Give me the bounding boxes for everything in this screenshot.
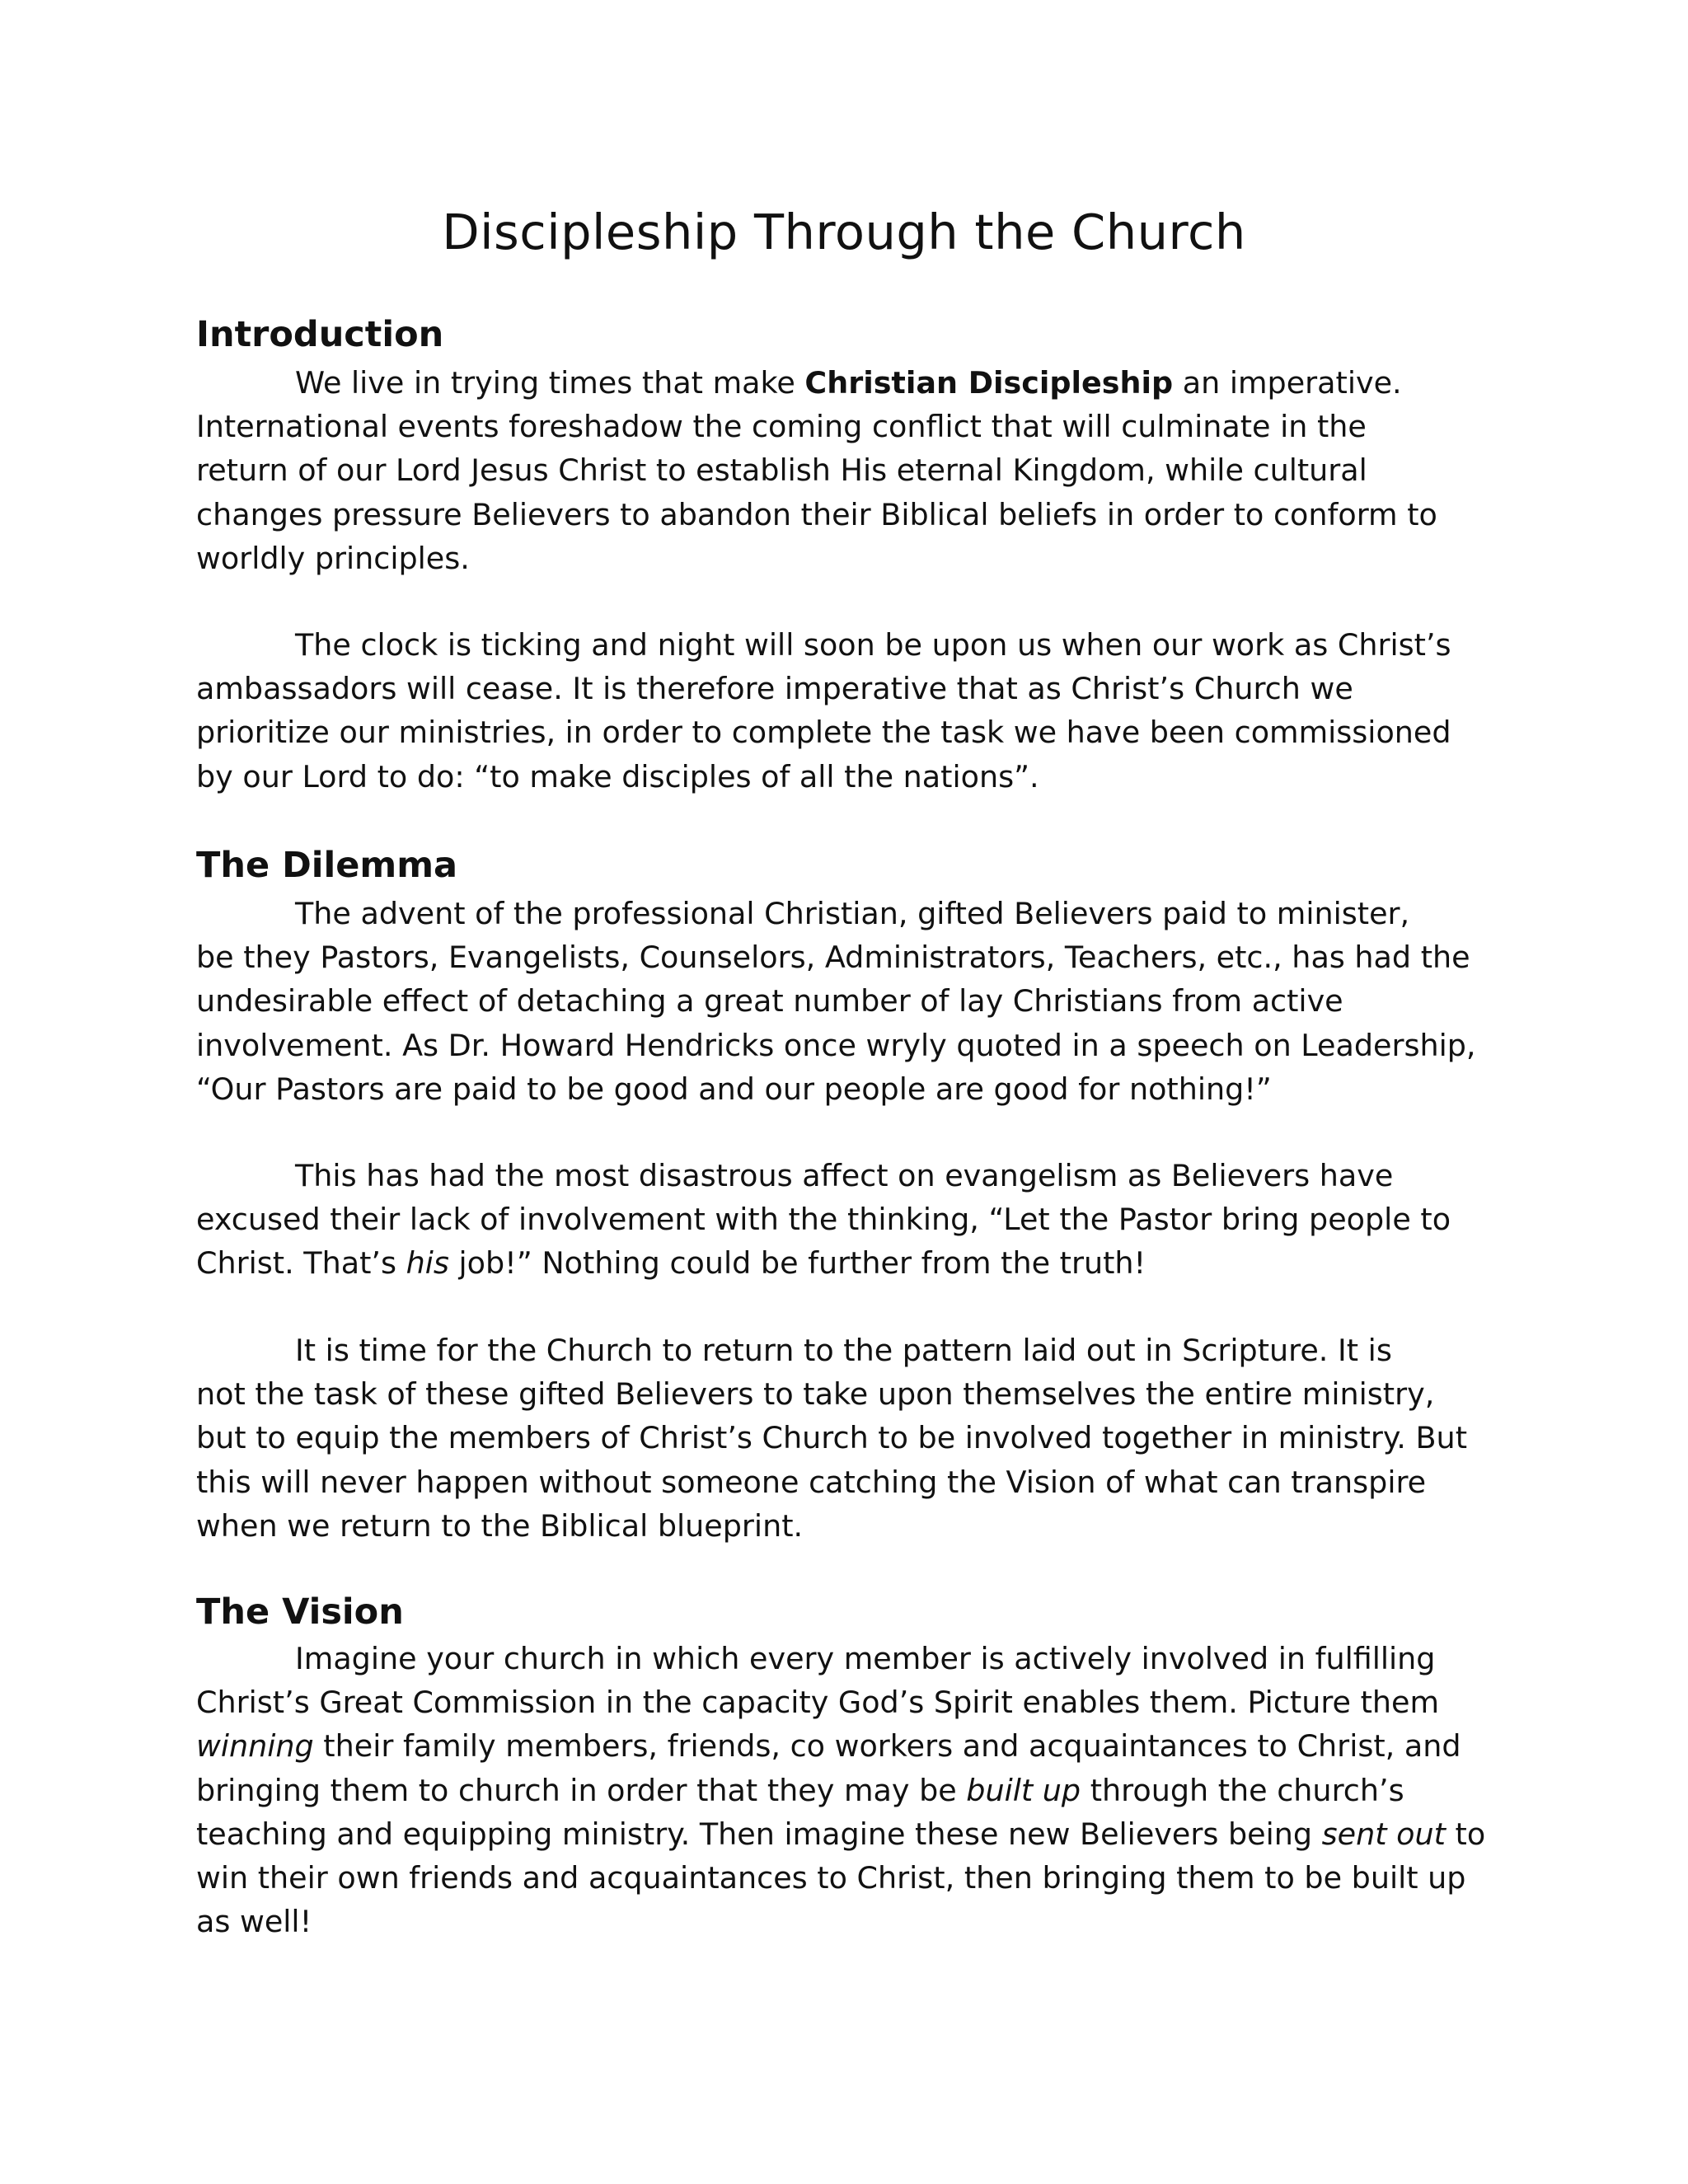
section-heading-vision: The Vision xyxy=(196,1591,404,1633)
italic-text-run: built up xyxy=(966,1772,1081,1808)
text-line: as well! xyxy=(196,1904,312,1940)
paragraph xyxy=(196,1154,1498,1286)
text-line: excused their lack of involvement with the thinking, “Let the Pastor bring people to xyxy=(196,1202,1451,1238)
text-line: worldly principles. xyxy=(196,540,470,576)
paragraph xyxy=(196,623,1498,799)
page-title: Discipleship Through the Church xyxy=(442,204,1246,260)
text-line: undesirable effect of detaching a great number of lay Christians from active xyxy=(196,983,1343,1019)
bold-text-run: Christian Discipleship xyxy=(804,365,1174,401)
text-line xyxy=(196,1724,1498,1768)
text-line: by our Lord to do: “to make disciples of all the nations”. xyxy=(196,758,1039,794)
section-heading-dilemma: The Dilemma xyxy=(196,845,458,886)
text-line: when we return to the Biblical blueprint. xyxy=(196,1507,804,1544)
text-run: We live in trying times that make xyxy=(295,365,805,401)
paragraph xyxy=(196,892,1498,1111)
text-line: It is time for the Church to return to the pattern laid out in Scripture. It is xyxy=(295,1333,1392,1368)
text-line xyxy=(196,1241,1498,1285)
text-run: through the church’s xyxy=(1081,1772,1404,1808)
text-line: prioritize our ministries, in order to complete the task we have been commissioned xyxy=(196,715,1451,751)
text-line: this will never happen without someone catching the Vision of what can transpire xyxy=(196,1464,1427,1500)
italic-text-run: winning xyxy=(196,1728,314,1765)
text-run: bringing them to church in order that they may be xyxy=(196,1772,967,1808)
text-line: The advent of the professional Christian, gifted Believers paid to minister, xyxy=(295,896,1410,931)
text-run: job!” Nothing could be further from the truth! xyxy=(448,1245,1146,1282)
text-line: win their own friends and acquaintances to Christ, then bringing them to be built up xyxy=(196,1860,1466,1896)
italic-text-run: his xyxy=(406,1245,449,1282)
text-line: ambassadors will cease. It is therefore imperative that as Christ’s Church we xyxy=(196,671,1353,707)
paragraph xyxy=(196,1637,1498,1943)
text-line: The clock is ticking and night will soon be upon us when our work as Christ’s xyxy=(295,627,1451,663)
text-line: changes pressure Believers to abandon their Biblical beliefs in order to conform to xyxy=(196,496,1437,532)
text-run: to xyxy=(1445,1816,1486,1852)
section-heading-introduction: Introduction xyxy=(196,314,444,355)
text-run: Christ. That’s xyxy=(196,1245,406,1282)
text-run: teaching and equipping ministry. Then imagine these new Believers being xyxy=(196,1816,1322,1852)
text-line: Christ’s Great Commission in the capacity God’s Spirit enables them. Picture them xyxy=(196,1685,1440,1721)
text-line: International events foreshadow the coming conflict that will culminate in the xyxy=(196,409,1367,445)
text-line: return of our Lord Jesus Christ to establish His eternal Kingdom, while cultural xyxy=(196,452,1367,489)
text-line xyxy=(196,1812,1498,1856)
paragraph xyxy=(196,1329,1498,1548)
text-line: This has had the most disastrous affect on evangelism as Believers have xyxy=(295,1158,1394,1193)
italic-text-run: sent out xyxy=(1321,1816,1446,1852)
paragraph xyxy=(196,361,1498,580)
text-line: not the task of these gifted Believers to take upon themselves the entire ministry, xyxy=(196,1376,1435,1413)
text-line: but to equip the members of Christ’s Church to be involved together in ministry. But xyxy=(196,1420,1468,1456)
text-run: an imperative. xyxy=(1173,365,1402,401)
text-run: their family members, friends, co workers and acquaintances to Christ, and xyxy=(313,1728,1461,1765)
text-line: be they Pastors, Evangelists, Counselors, Administrators, Teachers, etc., has had the xyxy=(196,940,1470,976)
text-line: involvement. As Dr. Howard Hendricks once wryly quoted in a speech on Leadership, xyxy=(196,1027,1476,1063)
text-line xyxy=(196,1769,1498,1812)
text-line: Imagine your church in which every member is actively involved in fulfilling xyxy=(295,1641,1436,1676)
text-line xyxy=(196,361,1498,405)
text-line: “Our Pastors are paid to be good and our people are good for nothing!” xyxy=(196,1071,1272,1107)
